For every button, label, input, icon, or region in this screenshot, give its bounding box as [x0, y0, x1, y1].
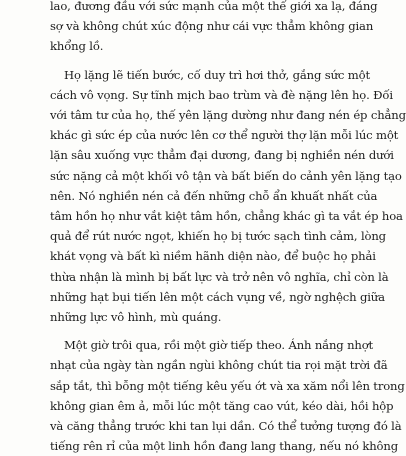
text-line: quả để rút nước ngọt, khiến họ bị tước sạch tình cảm, lòng	[50, 229, 386, 244]
text-line: với tâm tư của họ, thế yên lặng dường như đang nén ép chẳng	[50, 108, 406, 123]
text-line: nên. Nó nghiền nén cả đến những chỗ ẩn khuất nhất của	[50, 188, 378, 203]
text-line: thừa nhận là mình bị bất lực và trở nên vô nghĩa, chỉ còn là	[50, 269, 389, 284]
text-line: lao, đương đầu với sức mạnh của một thế giới xa lạ, đáng	[50, 0, 378, 13]
paragraph-cry	[50, 335, 405, 456]
text-line: khác gì sức ép của nước lên cơ thể người thợ lặn mỗi lúc một	[50, 128, 399, 143]
text-line: Một giờ trôi qua, rồi một giờ tiếp theo. Ánh nắng nhợt	[64, 338, 374, 353]
text-line: cách vô vọng. Sự tĩnh mịch bao trùm và đè nặng lên họ. Đối	[50, 87, 393, 102]
text-line: khát vọng và bất kì niềm hãnh diện nào, để buộc họ phải	[50, 249, 376, 264]
text-line: và căng thẳng trước khi tan lụi dần. Có thể tưởng tượng đó là	[50, 419, 402, 434]
text-line: lặn sâu xuống vực thẳm đại dương, đang bị nghiền nén dưới	[50, 148, 394, 163]
text-line: Họ lặng lẽ tiến bước, cố duy trì hơi thở, gắng sức một	[64, 67, 370, 82]
text-line: tâm hồn họ như vắt kiệt tâm hồn, chẳng khác gì ta vắt ép hoa	[50, 209, 403, 224]
text-line: tiếng rên rỉ của một linh hồn đang lang thang, nếu nó không	[50, 439, 398, 454]
text-line: nhạt của ngày tàn ngần ngùi không chút tia rọi mặt trời đã	[50, 358, 388, 373]
text-column	[50, 0, 406, 456]
text-line: những lực vô hình, mù quáng.	[50, 310, 222, 325]
text-line: không gian êm ả, mỗi lúc một tăng cao vút, kéo dài, hồi hộp	[50, 398, 394, 413]
text-line: những hạt bụi tiến lên một cách vụng về, ngờ nghệch giữa	[50, 289, 385, 304]
text-line: sắp tắt, thì bỗng một tiếng kêu yếu ớt và xa xăm nổi lên trong	[50, 378, 405, 393]
text-line: khổng lồ.	[50, 39, 104, 54]
paragraph-silence	[50, 65, 406, 328]
text-line: sợ và không chút xúc động như cái vực thẳm không gian	[50, 19, 374, 34]
text-line: sức nặng cả một khối vô tận và bất biến do cảnh yên lặng tạo	[50, 168, 402, 183]
paragraph-continuation	[50, 0, 378, 57]
